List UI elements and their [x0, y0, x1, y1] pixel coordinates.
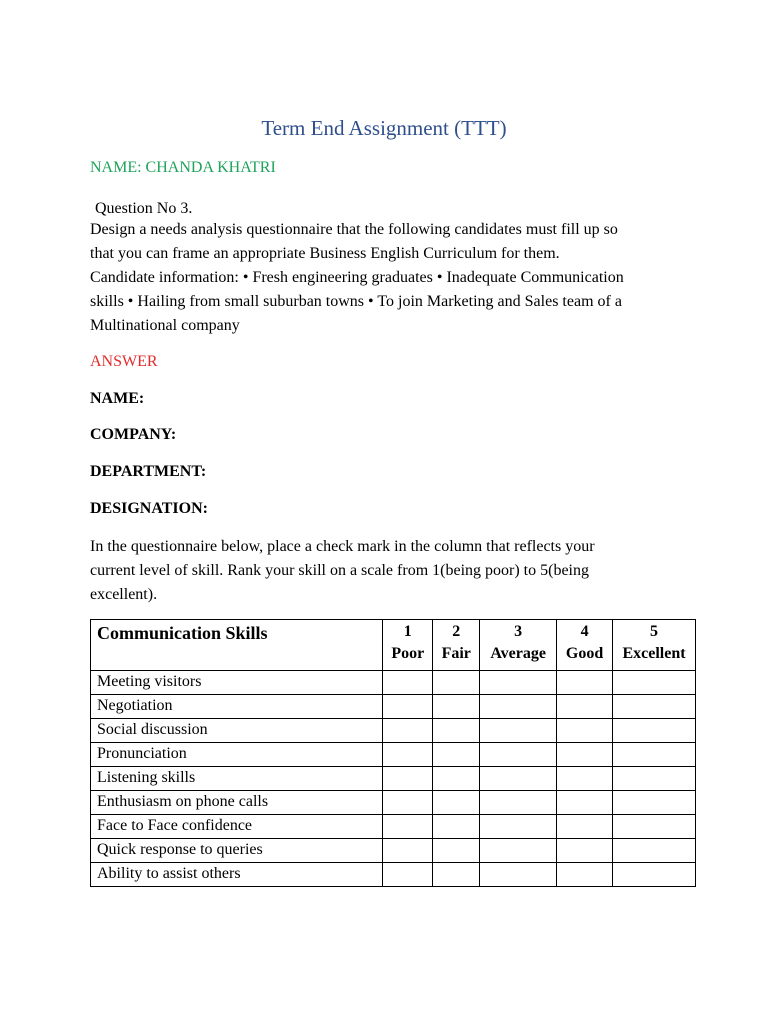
table-row [91, 839, 696, 863]
question-line: skills • Hailing from small suburban towns • To join Marketing and Sales team of a [90, 293, 622, 310]
table-row [91, 719, 696, 743]
rating-cell-4[interactable] [557, 719, 613, 743]
document-title: Term End Assignment (TTT) [261, 116, 507, 140]
rating-cell-4[interactable] [557, 671, 613, 695]
rating-cell-3[interactable] [480, 671, 557, 695]
table-header-row [91, 620, 696, 671]
rating-cell-4[interactable] [557, 695, 613, 719]
rating-cell-2[interactable] [433, 815, 480, 839]
rating-cell-5[interactable] [613, 719, 696, 743]
skill-name-cell: Quick response to queries [91, 839, 383, 863]
rating-cell-1[interactable] [383, 767, 433, 791]
rating-cell-5[interactable] [613, 839, 696, 863]
instruction-line: excellent). [90, 586, 158, 603]
rating-cell-2[interactable] [433, 839, 480, 863]
table-row [91, 695, 696, 719]
instruction-line: current level of skill. Rank your skill on a scale from 1(being poor) to 5(being [90, 562, 589, 579]
rating-cell-5[interactable] [613, 791, 696, 815]
rating-cell-5[interactable] [613, 767, 696, 791]
rating-cell-4[interactable] [557, 815, 613, 839]
rating-cell-5[interactable] [613, 863, 696, 887]
rating-label: Good [565, 645, 604, 662]
table-row [91, 791, 696, 815]
rating-label: Excellent [622, 645, 686, 662]
rating-cell-1[interactable] [383, 719, 433, 743]
field-department-label: DEPARTMENT: [90, 463, 207, 480]
table-row [91, 863, 696, 887]
rating-cell-5[interactable] [613, 743, 696, 767]
field-name-label: NAME: [90, 390, 145, 407]
question-text [90, 218, 690, 338]
instructions-text [90, 535, 690, 607]
rating-header-3 [480, 620, 557, 671]
question-line: Candidate information: • Fresh engineering graduates • Inadequate Communication [90, 269, 624, 286]
rating-cell-2[interactable] [433, 743, 480, 767]
rating-cell-3[interactable] [480, 767, 557, 791]
skill-column-header: Communication Skills [91, 620, 383, 671]
skill-name-cell: Enthusiasm on phone calls [91, 791, 383, 815]
field-designation-label: DESIGNATION: [90, 500, 208, 517]
rating-cell-2[interactable] [433, 695, 480, 719]
table-row [91, 671, 696, 695]
rating-header-5 [613, 620, 696, 671]
question-line: Design a needs analysis questionnaire that the following candidates must fill up so [90, 221, 618, 238]
rating-cell-3[interactable] [480, 815, 557, 839]
table-row [91, 815, 696, 839]
rating-cell-3[interactable] [480, 719, 557, 743]
rating-cell-4[interactable] [557, 839, 613, 863]
rating-cell-3[interactable] [480, 695, 557, 719]
rating-header-1 [383, 620, 433, 671]
rating-header-2 [433, 620, 480, 671]
rating-cell-1[interactable] [383, 863, 433, 887]
answer-label: ANSWER [90, 353, 158, 370]
student-name: NAME: CHANDA KHATRI [90, 159, 276, 176]
skill-name-cell: Meeting visitors [91, 671, 383, 695]
rating-cell-1[interactable] [383, 695, 433, 719]
rating-cell-1[interactable] [383, 815, 433, 839]
skill-name-cell: Face to Face confidence [91, 815, 383, 839]
rating-cell-2[interactable] [433, 719, 480, 743]
question-line: that you can frame an appropriate Business English Curriculum for them. [90, 245, 560, 262]
rating-label: Poor [391, 645, 425, 662]
rating-cell-5[interactable] [613, 815, 696, 839]
rating-cell-3[interactable] [480, 863, 557, 887]
skills-table-body [91, 671, 696, 887]
skill-name-cell: Social discussion [91, 719, 383, 743]
table-row [91, 743, 696, 767]
rating-cell-2[interactable] [433, 671, 480, 695]
rating-cell-5[interactable] [613, 695, 696, 719]
rating-cell-4[interactable] [557, 767, 613, 791]
skill-name-cell: Ability to assist others [91, 863, 383, 887]
rating-number: 1 [403, 623, 412, 640]
skills-questionnaire-table [90, 619, 696, 887]
rating-number: 5 [650, 623, 659, 640]
question-number: Question No 3. [95, 200, 193, 217]
field-company-label: COMPANY: [90, 426, 177, 443]
rating-header-4 [557, 620, 613, 671]
rating-cell-5[interactable] [613, 671, 696, 695]
rating-cell-2[interactable] [433, 767, 480, 791]
rating-cell-4[interactable] [557, 743, 613, 767]
rating-number: 4 [580, 623, 589, 640]
table-row [91, 767, 696, 791]
skill-name-cell: Pronunciation [91, 743, 383, 767]
rating-cell-2[interactable] [433, 791, 480, 815]
rating-cell-3[interactable] [480, 791, 557, 815]
rating-cell-1[interactable] [383, 743, 433, 767]
rating-label: Fair [441, 645, 471, 662]
rating-number: 3 [514, 623, 523, 640]
rating-cell-3[interactable] [480, 839, 557, 863]
rating-number: 2 [452, 623, 461, 640]
rating-cell-1[interactable] [383, 671, 433, 695]
question-line: Multinational company [90, 317, 240, 334]
rating-cell-4[interactable] [557, 791, 613, 815]
rating-cell-3[interactable] [480, 743, 557, 767]
skill-name-cell: Listening skills [91, 767, 383, 791]
rating-label: Average [490, 645, 546, 662]
skill-name-cell: Negotiation [91, 695, 383, 719]
rating-cell-1[interactable] [383, 791, 433, 815]
instruction-line: In the questionnaire below, place a check mark in the column that reflects your [90, 538, 595, 555]
rating-cell-2[interactable] [433, 863, 480, 887]
rating-cell-1[interactable] [383, 839, 433, 863]
rating-cell-4[interactable] [557, 863, 613, 887]
